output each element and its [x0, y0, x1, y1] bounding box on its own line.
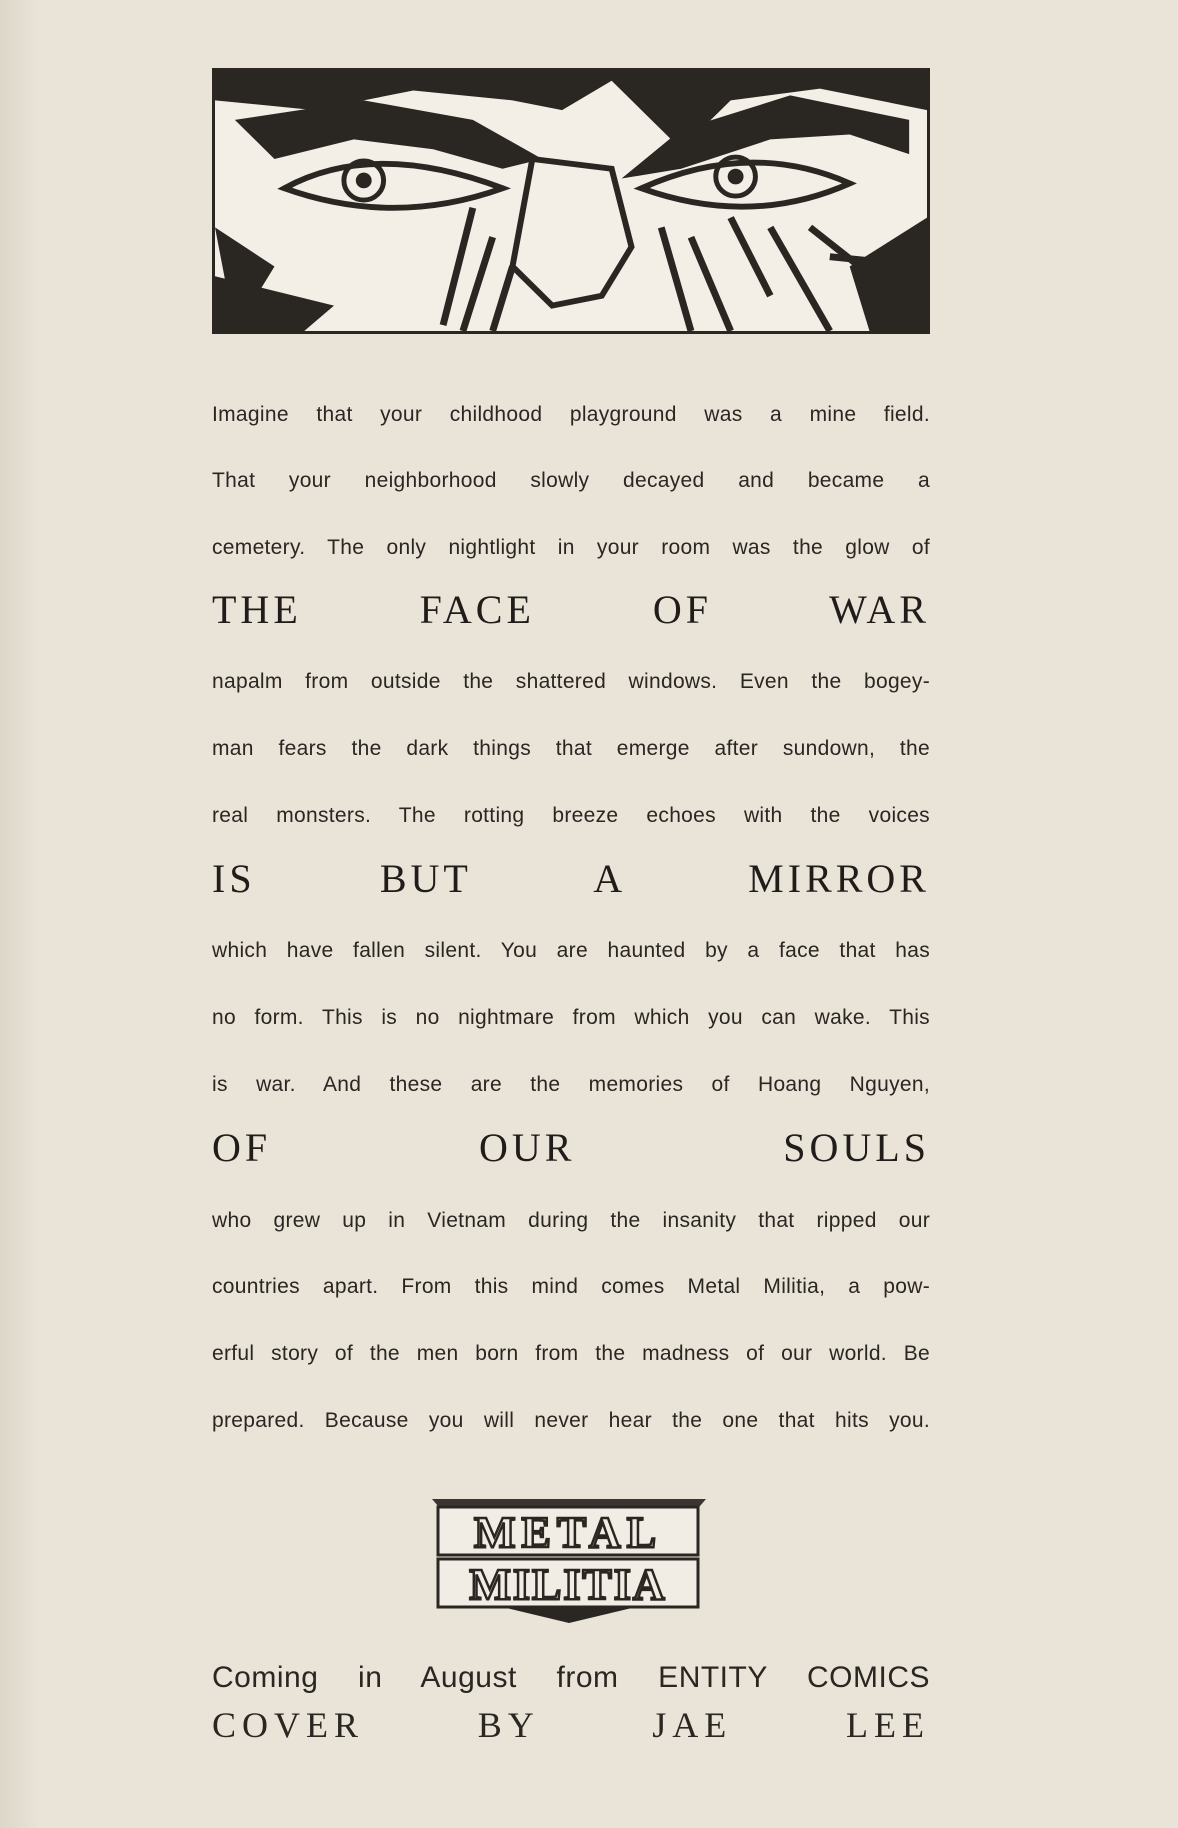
body-line: real monsters. The rotting breeze echoes with the voices — [212, 804, 930, 827]
body-line: is war. And these are the memories of Hoang Nguyen, — [212, 1073, 930, 1096]
logo-word-2: MILITIA — [469, 1560, 667, 1609]
cover-credit: COVER BY JAE LEE — [212, 1705, 930, 1745]
eyes-illustration — [212, 68, 930, 334]
body-line: countries apart. From this mind comes Metal Militia, a pow- — [212, 1275, 930, 1298]
page-edge — [0, 0, 40, 1828]
headline-3: OF OUR SOULS — [212, 1125, 930, 1170]
body-line: no form. This is no nightmare from which you can wake. This — [212, 1006, 930, 1029]
headline-1: THE FACE OF WAR — [212, 587, 930, 632]
metal-militia-logo — [432, 1497, 706, 1623]
body-line: prepared. Because you will never hear the one that hits you. — [212, 1409, 930, 1432]
logo-word-1: METAL — [473, 1508, 663, 1557]
body-line: Imagine that your childhood playground was a mine field. — [212, 403, 930, 426]
body-line: who grew up in Vietnam during the insanity that ripped our — [212, 1209, 930, 1232]
body-line: That your neighborhood slowly decayed and became a — [212, 469, 930, 492]
body-line: cemetery. The only nightlight in your room was the glow of — [212, 536, 930, 559]
release-line: Coming in August from ENTITY COMICS — [212, 1661, 930, 1694]
body-line: erful story of the men born from the madness of our world. Be — [212, 1342, 930, 1365]
body-line: which have fallen silent. You are haunted by a face that has — [212, 939, 930, 962]
body-line: napalm from outside the shattered windows. Even the bogey- — [212, 670, 930, 693]
body-line: man fears the dark things that emerge after sundown, the — [212, 737, 930, 760]
headline-2: IS BUT A MIRROR — [212, 856, 930, 901]
